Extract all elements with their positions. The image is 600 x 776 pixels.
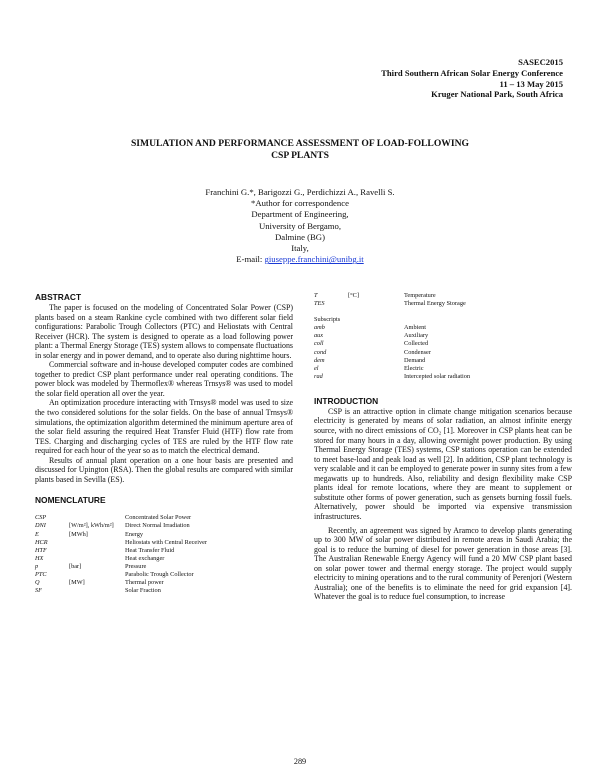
nomenclature-symbol: PTC bbox=[35, 571, 47, 579]
conference-header bbox=[381, 57, 563, 100]
nomenclature-row bbox=[35, 587, 293, 595]
subscript-symbol: amb bbox=[314, 324, 325, 332]
nomenclature-list-continued bbox=[314, 292, 572, 308]
correspondence-note: *Author for correspondence bbox=[251, 198, 349, 209]
nomenclature-symbol: E bbox=[35, 530, 39, 538]
page-number: 289 bbox=[293, 757, 307, 766]
nomenclature-unit: [bar] bbox=[69, 562, 82, 570]
subscript-description: Electric bbox=[404, 364, 424, 372]
nomenclature-unit: [W/m²], kWh/m²] bbox=[69, 522, 114, 530]
paper-title-line-2: CSP PLANTS bbox=[271, 150, 329, 161]
nomenclature-description: Solar Fraction bbox=[125, 587, 161, 595]
nomenclature-heading: NOMENCLATURE bbox=[35, 495, 106, 506]
nomenclature-row bbox=[35, 571, 293, 579]
nomenclature-symbol: DNI bbox=[35, 522, 46, 530]
subscript-row bbox=[314, 349, 572, 357]
introduction-paragraph-1: CSP is an attractive option in climate change mitigation scenarios because electricity is generated by means of solar radiation, an almost infinite energy source, with no direct emissions of CO₂ [1]. Moreover in CSP plants heat can be stored for many hours in a day, allowing overnight power production. By using Thermal Energy Storage (TES) systems, CSP stations operation can be extended to meet base-load and peak load as well [2]. In addition, CSP plant technology is very scalable and it can be employed to generate power in sunny sites from a few megawatts up to hundreds. Also, reliability and design flexibility make CSP plants ideal for remote locations, where they are meant to supplement or substitute other forms of power generation, such as gensets burning fossil fuels. Alternatively, power should be imported via expensive transmission infrastructures. bbox=[314, 406, 572, 521]
conference-acronym: SASEC2015 bbox=[518, 57, 563, 67]
introduction-paragraph-2: Recently, an agreement was signed by Aramco to develop plants generating up to 300 MW of solar power distributed in remote areas in Saudi Arabia; the goal is to reduce the burning of diesel for power generation in those areas [3]. The Australian Renewable Energy Agency will fund a 20 MW CSP plant based on solar power tower and thermal energy storage. The project would supply electricity to mining operations and to the rural community of Perenjori (Western Australia); one of the benefits is to eliminate the need for grid expansion [4]. Whatever the goal is to reduce fuel consumption, to increase bbox=[314, 525, 572, 602]
city: Dalmine (BG) bbox=[275, 231, 325, 242]
nomenclature-description: Direct Normal Irradiation bbox=[125, 522, 190, 530]
nomenclature-symbol: CSP bbox=[35, 514, 47, 522]
conference-name: Third Southern African Solar Energy Conference bbox=[381, 67, 563, 78]
nomenclature-row bbox=[314, 300, 572, 308]
nomenclature-symbol: HCR bbox=[35, 538, 48, 546]
nomenclature-description: Energy bbox=[125, 530, 144, 538]
nomenclature-symbol: HTF bbox=[35, 546, 47, 554]
nomenclature-description: Parabolic Trough Collector bbox=[125, 571, 194, 579]
nomenclature-unit bbox=[69, 587, 125, 595]
paper-title-line-1: SIMULATION AND PERFORMANCE ASSESSMENT OF LOAD-FOLLOWING bbox=[130, 138, 470, 149]
paper-title bbox=[60, 138, 540, 162]
nomenclature-row bbox=[314, 292, 572, 300]
subscript-row bbox=[314, 373, 572, 381]
nomenclature-unit: [°C] bbox=[348, 292, 359, 299]
nomenclature-description: Heat exchanger bbox=[125, 554, 165, 562]
subscript-row bbox=[314, 332, 572, 340]
abstract-paragraph-3: An optimization procedure interacting with Trnsys® model was used to size the two considered solutions for the solar fields. On the base of annual Trnsys® simulations, the optimization algorithm determined the minimum aperture area of the solar field assuring the required Heat Transfer Fluid (HTF) flow rate from TES. Charging and discharging cycles of TES are ruled by the HTF flow rate required for each hour of the year so as to match the electrical demand. bbox=[35, 398, 293, 456]
nomenclature-row bbox=[35, 522, 293, 530]
introduction-heading: INTRODUCTION bbox=[314, 395, 379, 406]
nomenclature-row bbox=[35, 579, 293, 587]
nomenclature-description: Thermal Energy Storage bbox=[404, 300, 466, 308]
nomenclature-row bbox=[35, 531, 293, 539]
nomenclature-symbol: p bbox=[35, 562, 39, 570]
nomenclature-symbol: TES bbox=[314, 300, 325, 308]
subscript-symbol: cond bbox=[314, 348, 327, 356]
subscript-symbol: aux bbox=[314, 332, 324, 340]
country: Italy, bbox=[291, 243, 309, 254]
nomenclature-unit bbox=[69, 571, 125, 579]
email-link[interactable]: giuseppe.franchini@unibg.it bbox=[264, 254, 364, 265]
subscript-description: Condenser bbox=[404, 348, 431, 356]
abstract-paragraph-4: Results of annual plant operation on a one hour basis are presented and discussed for Upington (RSA). Then the global results are compared with similar plants based in Sevilla (ES). bbox=[35, 455, 293, 484]
nomenclature-unit bbox=[348, 300, 404, 308]
conference-location: Kruger National Park, South Africa bbox=[431, 89, 563, 100]
nomenclature-list bbox=[35, 514, 293, 595]
nomenclature-unit bbox=[69, 555, 125, 563]
subscript-row bbox=[314, 340, 572, 348]
nomenclature-description: Pressure bbox=[125, 562, 147, 570]
nomenclature-symbol: T bbox=[314, 292, 318, 299]
nomenclature-unit: [MWh] bbox=[69, 530, 88, 538]
email-label: E-mail: bbox=[236, 254, 265, 265]
subscripts-heading: Subscripts bbox=[314, 316, 341, 324]
subscript-row bbox=[314, 365, 572, 373]
nomenclature-row bbox=[35, 539, 293, 547]
left-column bbox=[35, 292, 293, 595]
nomenclature-row bbox=[35, 547, 293, 555]
conference-dates: 11 – 13 May 2015 bbox=[499, 78, 563, 89]
nomenclature-description: Heliostats with Central Receiver bbox=[125, 538, 208, 546]
nomenclature-row bbox=[35, 514, 293, 522]
nomenclature-unit bbox=[69, 547, 125, 555]
nomenclature-description: Concentrated Solar Power bbox=[125, 514, 192, 522]
abstract-heading: ABSTRACT bbox=[35, 292, 82, 302]
nomenclature-row bbox=[35, 563, 293, 571]
nomenclature-unit bbox=[69, 514, 125, 522]
subscript-description: Auxiliary bbox=[404, 332, 429, 340]
nomenclature-symbol: Q bbox=[35, 579, 40, 587]
right-column bbox=[314, 292, 572, 602]
department: Department of Engineering, bbox=[251, 209, 349, 220]
nomenclature-row bbox=[35, 555, 293, 563]
email-line bbox=[100, 254, 500, 265]
subscript-description: Collected bbox=[404, 340, 429, 348]
author-names: Franchini G.*, Barigozzi G., Perdichizzi A., Ravelli S. bbox=[205, 187, 395, 197]
subscript-symbol: dem bbox=[314, 356, 325, 364]
abstract-paragraph-2: Commercial software and in-house developed computer codes are combined together to predict CSP plant performance under real operating conditions. The power block was modeled by Thermoflex® whereas Trnsys® was used to model the solar field operation all over the year. bbox=[35, 360, 293, 398]
nomenclature-description: Thermal power bbox=[125, 579, 164, 587]
subscript-symbol: coll bbox=[314, 340, 324, 348]
author-block bbox=[100, 187, 500, 265]
nomenclature-unit: [MW] bbox=[69, 579, 85, 587]
subscripts-list bbox=[314, 324, 572, 381]
subscript-description: Ambient bbox=[404, 324, 427, 332]
nomenclature-description: Heat Transfer Fluid bbox=[125, 546, 175, 554]
subscript-symbol: rad bbox=[314, 372, 323, 380]
abstract-paragraph-1: The paper is focused on the modeling of Concentrated Solar Power (CSP) plants based on a steam Rankine cycle combined with two different solar field configurations: Parabolic Trough Collectors (PTC) and Heliostats with Central Receiver (HCR). The system is designed to operate as a load following power plant: a Thermal Energy Storage (TES) system allows to compensate fluctuations in solar energy and in power demand, and to operate also during nighttime hours. bbox=[35, 303, 293, 360]
nomenclature-description: Temperature bbox=[404, 292, 436, 299]
subscript-row bbox=[314, 324, 572, 332]
nomenclature-unit bbox=[69, 539, 125, 547]
subscript-description: Intercepted solar radiation bbox=[404, 372, 471, 380]
subscript-row bbox=[314, 357, 572, 365]
subscript-symbol: el bbox=[314, 364, 319, 372]
nomenclature-symbol: HX bbox=[35, 554, 44, 562]
university: University of Bergamo, bbox=[258, 220, 342, 231]
subscript-description: Demand bbox=[404, 356, 426, 364]
nomenclature-symbol: SF bbox=[35, 587, 42, 595]
